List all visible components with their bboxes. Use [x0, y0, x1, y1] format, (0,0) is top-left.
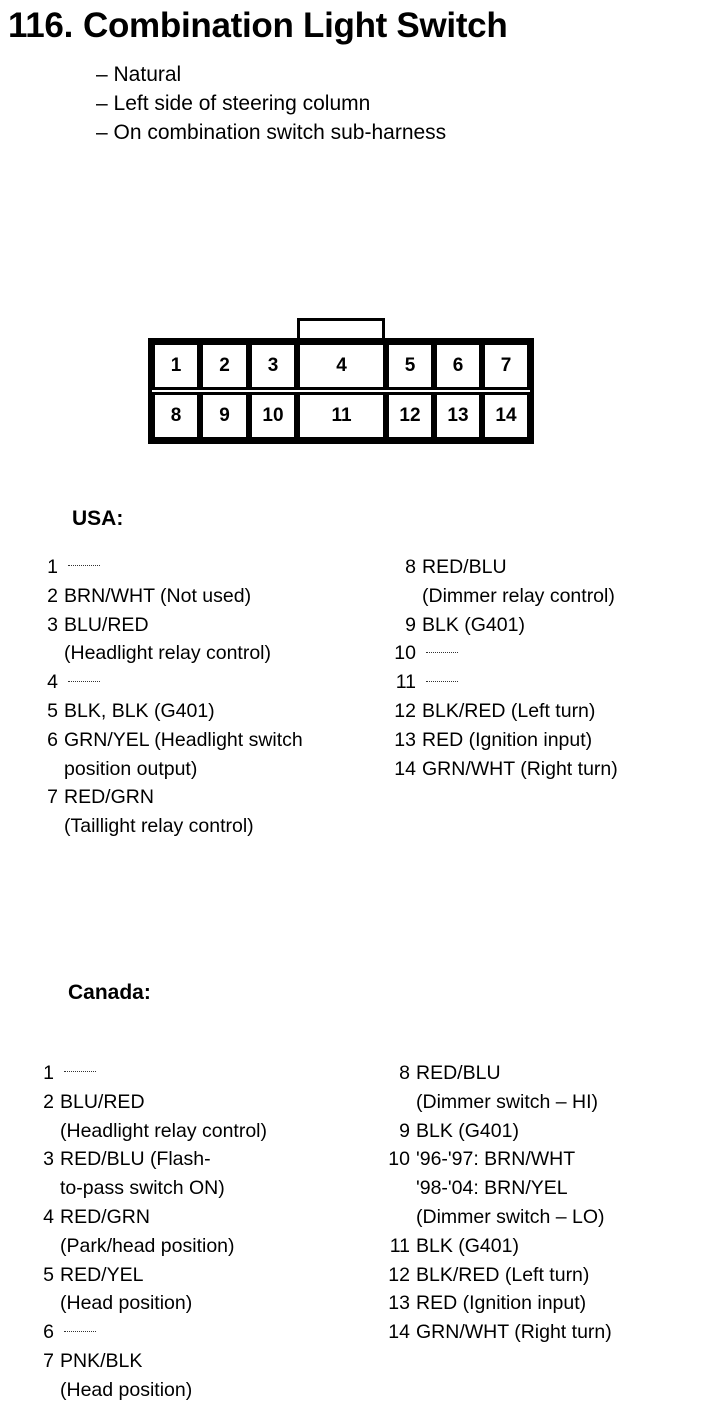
- pin-entry: [382, 1289, 612, 1318]
- pin-cell: 1: [152, 342, 200, 390]
- pin-number: 1: [43, 1062, 54, 1084]
- pin-cell: 5: [386, 342, 434, 390]
- pin-cell: 6: [434, 342, 482, 390]
- pin-cell: 3: [249, 342, 297, 390]
- pin-cell: 8: [152, 392, 200, 440]
- pin-description-line: PNK/BLK: [60, 1349, 143, 1372]
- pin-description-line: BLK (G401): [416, 1119, 519, 1142]
- pin-description-line: BLU/RED: [60, 1090, 145, 1113]
- section-number: 116.: [8, 6, 73, 45]
- pin-number: 2: [47, 584, 58, 607]
- pin-number: 3: [43, 1148, 54, 1171]
- pin-description-line: BLK/RED (Left turn): [416, 1263, 590, 1286]
- pin-number: 10: [394, 642, 416, 665]
- pin-description-line: to-pass switch ON): [60, 1177, 225, 1200]
- pin-cell: 14: [482, 392, 530, 440]
- pin-entry: [36, 1145, 267, 1203]
- pin-cell: 10: [249, 392, 297, 440]
- pin-entry: [40, 726, 303, 784]
- pin-number: 8: [399, 1062, 410, 1084]
- connector-diagram: [148, 318, 534, 444]
- pin-entry: [40, 553, 303, 582]
- pin-number: 2: [43, 1090, 54, 1113]
- unused-pin-dash: [64, 1331, 96, 1332]
- pin-description-line: BLU/RED: [64, 613, 149, 636]
- pin-description-line: RED/GRN: [60, 1205, 150, 1228]
- pin-entry: [36, 1059, 267, 1088]
- pin-description-line: BLK/RED (Left turn): [422, 699, 596, 722]
- unused-pin-dash: [426, 652, 458, 653]
- pin-description-line: BRN/WHT (Not used): [64, 584, 252, 607]
- pin-number: 13: [394, 728, 416, 751]
- pin-number: 5: [43, 1263, 54, 1286]
- pin-cell: 2: [200, 342, 249, 390]
- pin-number: 4: [43, 1205, 54, 1228]
- pin-entry: [382, 1232, 612, 1261]
- pin-description-line: position output): [64, 757, 198, 780]
- pin-description-line: (Head position): [60, 1292, 193, 1315]
- pin-description-line: BLK (G401): [416, 1234, 519, 1257]
- pin-entry: [382, 1117, 612, 1146]
- pin-entry: [36, 1347, 267, 1405]
- pin-entry: [388, 668, 618, 697]
- pin-cell: 11: [297, 392, 386, 440]
- pin-description-line: (Headlight relay control): [60, 1119, 268, 1142]
- pin-entry: [36, 1261, 267, 1319]
- pin-number: 14: [394, 757, 416, 780]
- pin-entry: [40, 582, 303, 611]
- canada-left-column: [36, 1059, 267, 1405]
- pin-description-line: (Dimmer switch – LO): [416, 1205, 605, 1228]
- page-title: [8, 6, 507, 46]
- pin-number: 11: [389, 1234, 410, 1257]
- pin-description-line: RED/BLU (Flash-: [60, 1148, 211, 1171]
- pin-entry: [388, 639, 618, 668]
- pin-cell: 9: [200, 392, 249, 440]
- pin-number: 6: [43, 1321, 54, 1344]
- pin-description-line: '98-'04: BRN/YEL: [416, 1177, 568, 1200]
- pin-entry: [36, 1088, 267, 1146]
- pin-entry: [382, 1059, 612, 1117]
- notes-list: [96, 60, 446, 147]
- pin-description-line: BLK, BLK (G401): [64, 699, 215, 722]
- pin-cell: 4: [297, 342, 386, 390]
- pin-entry: [36, 1318, 267, 1347]
- pin-description-line: RED/BLU: [422, 556, 507, 578]
- pin-description-line: RED/BLU: [416, 1062, 501, 1084]
- pin-number: 14: [388, 1321, 410, 1344]
- pin-description-line: (Headlight relay control): [64, 642, 272, 665]
- note-item: – Left side of steering column: [96, 92, 371, 115]
- canada-right-column: [382, 1059, 612, 1347]
- pin-description-line: GRN/YEL (Headlight switch: [64, 728, 303, 751]
- pin-description-line: RED (Ignition input): [416, 1292, 587, 1315]
- pin-description-line: '96-'97: BRN/WHT: [416, 1148, 576, 1171]
- pin-entry: [388, 755, 618, 784]
- pin-number: 5: [47, 699, 58, 722]
- note-item: – On combination switch sub-harness: [96, 121, 447, 144]
- unused-pin-dash: [68, 565, 100, 566]
- pin-entry: [388, 697, 618, 726]
- usa-right-column: [388, 553, 618, 783]
- pin-number: 8: [405, 556, 416, 578]
- pin-entry: [388, 611, 618, 640]
- unused-pin-dash: [426, 681, 458, 682]
- pin-entry: [40, 697, 303, 726]
- pin-description-line: GRN/WHT (Right turn): [416, 1321, 612, 1344]
- unused-pin-dash: [68, 681, 100, 682]
- pin-description-line: (Taillight relay control): [64, 815, 254, 838]
- pin-description-line: (Park/head position): [60, 1234, 235, 1257]
- pin-description-line: (Head position): [60, 1378, 193, 1401]
- pin-description-line: (Dimmer relay control): [422, 584, 615, 607]
- pin-description-line: BLK (G401): [422, 613, 525, 636]
- pin-description-line: (Dimmer switch – HI): [416, 1090, 599, 1113]
- pin-entry: [388, 553, 618, 611]
- pin-number: 1: [47, 556, 58, 578]
- pin-description-line: RED/YEL: [60, 1263, 144, 1286]
- pin-entry: [382, 1318, 612, 1347]
- pin-entry: [36, 1203, 267, 1261]
- pin-number: 13: [388, 1292, 410, 1315]
- usa-left-column: [40, 553, 303, 841]
- pin-number: 9: [399, 1119, 410, 1142]
- pin-cell: 13: [434, 392, 482, 440]
- pin-cell: 7: [482, 342, 530, 390]
- pin-description-line: RED (Ignition input): [422, 728, 593, 751]
- pin-entry: [40, 668, 303, 697]
- usa-heading: USA:: [72, 507, 124, 530]
- unused-pin-dash: [64, 1071, 96, 1072]
- pin-entry: [388, 726, 618, 755]
- pin-entry: [382, 1145, 612, 1231]
- pin-description-line: GRN/WHT (Right turn): [422, 757, 618, 780]
- pin-number: 10: [388, 1148, 410, 1171]
- pin-number: 3: [47, 613, 58, 636]
- pin-entry: [382, 1261, 612, 1290]
- pin-number: 7: [43, 1349, 54, 1372]
- pin-number: 7: [47, 786, 58, 809]
- pin-number: 11: [395, 671, 416, 694]
- canada-heading: Canada:: [68, 981, 151, 1004]
- pin-number: 4: [47, 671, 58, 694]
- pin-entry: [40, 783, 303, 841]
- pin-entry: [40, 611, 303, 669]
- note-item: – Natural: [96, 63, 182, 86]
- pin-number: 12: [394, 699, 416, 722]
- pin-cell: 12: [386, 392, 434, 440]
- pin-number: 12: [388, 1263, 410, 1286]
- section-title: Combination Light Switch: [83, 6, 508, 45]
- pin-number: 6: [47, 728, 58, 751]
- pin-number: 9: [405, 613, 416, 636]
- pin-description-line: RED/GRN: [64, 786, 154, 809]
